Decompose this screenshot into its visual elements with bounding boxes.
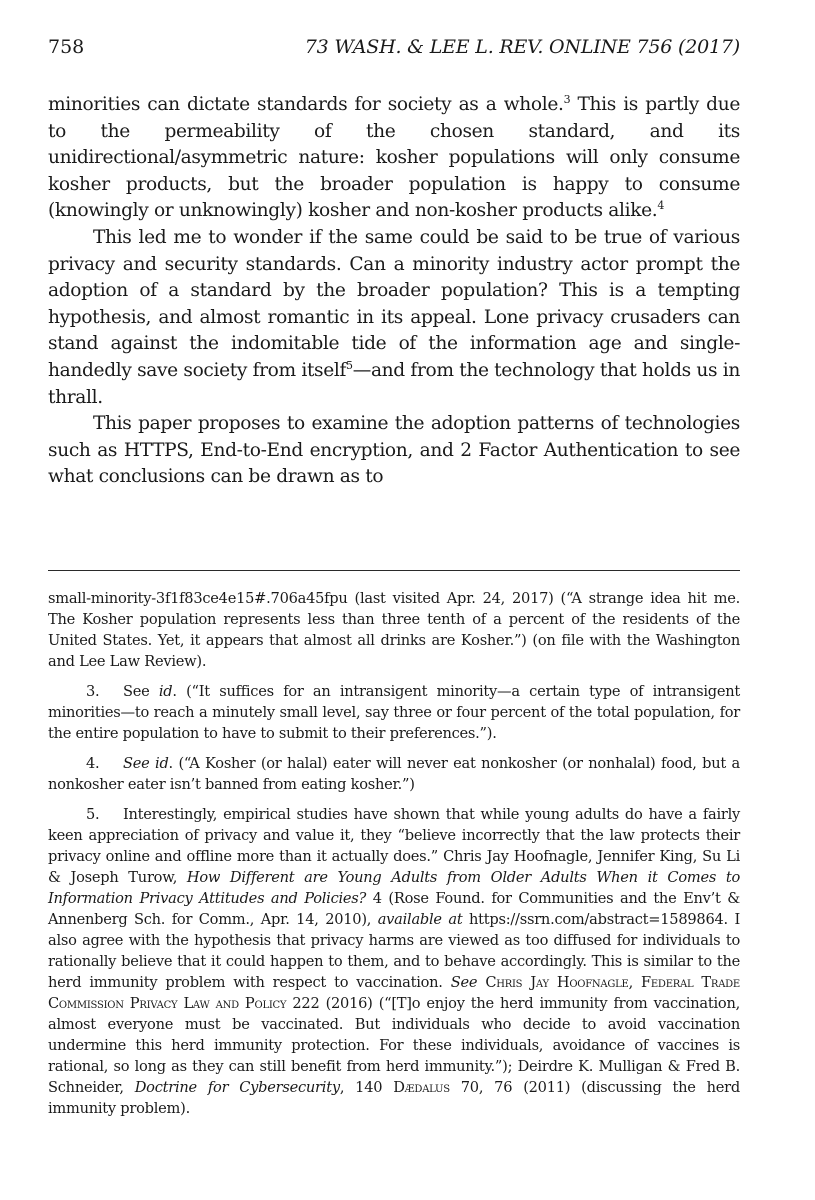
footnote-separator-rule — [48, 570, 740, 571]
paragraph-1: minorities can dictate standards for society as a whole.$^3$ This is partly due to the permeability of the chosen standard, and its unidirectional/asymmetric nature: kosher populations will only consume kosher products, but the broader population is happy to consume (knowingly or unknowingly) kosher and non-kosher products alike.$^4$ — [48, 93, 740, 222]
ssrn-link-text: https://ssrn.com/abstract=1589864. I also agree with the hypothesis that privacy harms are viewed as too diffused for individuals to rationally believe that it could happen to them, and to behave accordingly. This is similar to the herd immunity problem with respect to vaccination. — [48, 911, 740, 991]
footnote-number: 4. — [86, 755, 100, 772]
footnote-ref-3[interactable]: 3 — [563, 93, 571, 106]
footnote-number: 5. — [86, 806, 100, 823]
journal-citation: 73 WASH. & LEE L. REV. ONLINE 756 (2017) — [304, 36, 740, 58]
footnote-ref-4[interactable]: 4 — [657, 199, 665, 213]
footnote-ref-5[interactable]: 5 — [346, 358, 353, 372]
footnote-5: 5. Interestingly, empirical studies have shown that while young adults do have a fairly keen appreciation of privacy and value it, they “believe incorrectly that the law protects their privacy online and offline more than it actually does.” Chris Jay Hoofnagle, Jennifer King, Su Li & Joseph Turow, How Different are Young Adults from Older Adults When it Comes to Information Privacy Attitudes and Policies? 4 (Rose Found. for Communities and the Env’t & Annenberg Sch. for Comm., Apr. 14, 2010), available at https://ssrn.com/abstract=1589864. I also agree with the hypothesis that privacy harms are viewed as too diffused for individuals to rationally believe that it could happen to them, and to behave accordingly. This is similar to the herd immunity problem with respect to vaccination. See Chris Jay Hoofnagle, Federal Trade Commission Privacy Law and Policy 222 (2016) (“[T]o enjoy the herd immunity from vaccination, almost everyone must be vaccinated. But individuals who decide to avoid vaccination undermine this herd immunity protection. For these individuals, avoidance of vaccines is rational, so long as they can still benefit from herd immunity.”); Deirdre K. Mulligan & Fred B. Schneider, Doctrine for Cybersecurity, 140 Dædalus 70, 76 (2011) (discussing the herd immunity problem). — [48, 806, 740, 1117]
footnote-2-continued: small-minority-3f1f83ce4e15#.706a45fpu (last visited Apr. 24, 2017) (“A strange idea hit me. The Kosher population represents less than three tenth of a percent of the residents of the United States. Yet, it appears that almost all drinks are Kosher.”) (on file with the Washington and Lee Law Review). — [48, 590, 740, 670]
page-number: 758 — [48, 36, 85, 58]
running-header — [48, 32, 740, 62]
footnote-number: 3. — [86, 683, 100, 700]
footnote-3: 3. See id. (“It suffices for an intransigent minority—a certain type of intransigent minorities—to reach a minutely small level, say three or four percent of the total population, for the entire population to have to submit to their preferences.”). — [48, 683, 740, 742]
paragraph-3: This paper proposes to examine the adoption patterns of technologies such as HTTPS, End-to-End encryption, and 2 Factor Authentication to see what conclusions can be drawn as to — [48, 413, 740, 488]
footnote-4: 4. See id. (“A Kosher (or halal) eater will never eat nonkosher (or nonhalal) food, but a nonkosher eater isn’t banned from eating kosher.”) — [48, 755, 740, 793]
main-text — [48, 92, 740, 491]
footnotes — [48, 588, 740, 1128]
paragraph-2: This led me to wonder if the same could be said to be true of various privacy and security standards. Can a minority industry actor prompt the adoption of a standard by the broader population? This is a tempting hypothesis, and almost romantic in its appeal. Lone privacy crusaders can stand against the indomitable tide of the information age and single-handedly save society from itself$^5$—and from the technology that holds us in thrall. — [48, 226, 740, 408]
